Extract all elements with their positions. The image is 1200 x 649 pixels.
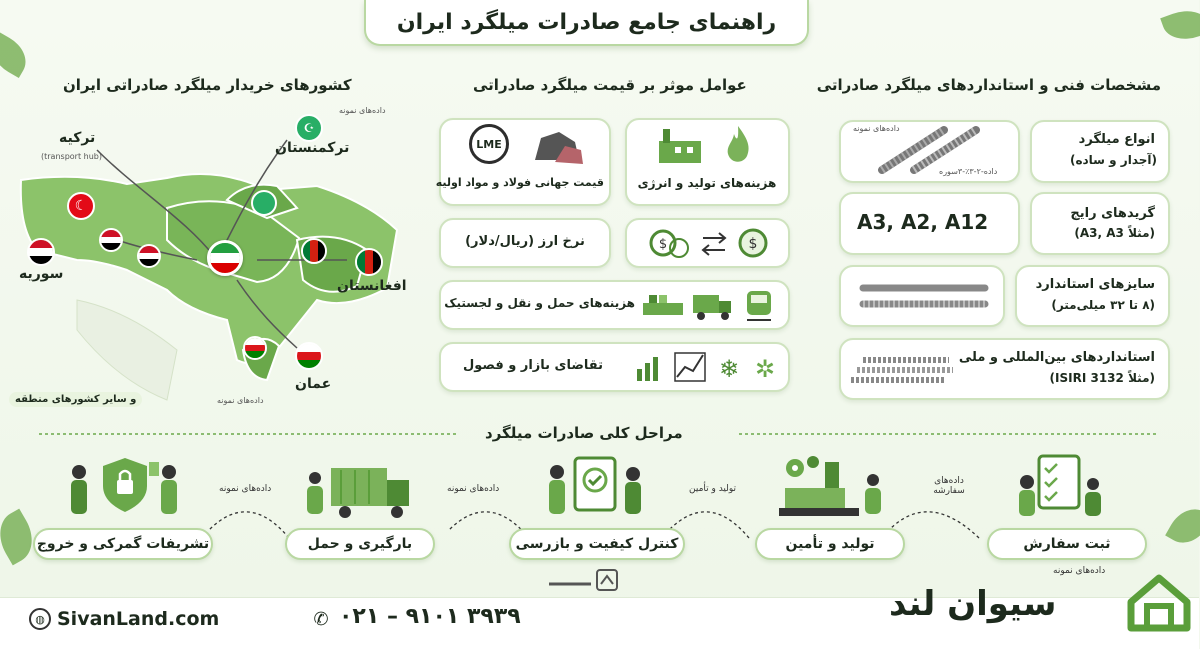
countries-sample-bottom: داده‌های نمونه xyxy=(218,396,265,405)
stage-note-order: داده‌های سفارشه xyxy=(934,476,966,496)
svg-text:❄: ❄ xyxy=(719,355,741,383)
country-afghanistan: افغانستان xyxy=(338,278,408,294)
factors-heading: عوامل موثر بر قیمت میلگرد صادراتی xyxy=(474,76,748,94)
svg-text:✲: ✲ xyxy=(755,355,777,383)
country-syria: سوریه xyxy=(20,266,65,282)
grades-title: گریدهای رایج xyxy=(1071,206,1156,221)
svg-text:$: $ xyxy=(749,236,759,252)
sizes-sub: (۸ تا ۳۲ میلی‌متر) xyxy=(1052,298,1156,312)
sivan-mini-logo-icon xyxy=(546,568,622,592)
countries-sample-top: داده‌های نمونه xyxy=(340,106,387,115)
standards-sub: (مثلاً ISIRI 3132) xyxy=(1050,371,1156,385)
loading-truck-icon xyxy=(302,452,422,528)
types-caption: داده-۲-۳٪-۳سوره xyxy=(940,167,999,176)
rebar-bundle-icon xyxy=(850,350,960,390)
steel-ore-icon xyxy=(530,126,586,166)
globe-icon: ◍ xyxy=(30,608,52,630)
sizes-label-card xyxy=(1016,265,1171,327)
country-turkmenistan: ترکمنستان xyxy=(276,140,351,156)
stage-note-loading: داده‌های نمونه xyxy=(220,484,273,494)
country-oman: عمان xyxy=(296,376,333,392)
stage-quality: کنترل کیفیت و بازرسی xyxy=(510,528,686,560)
grades-label-card xyxy=(1031,192,1171,255)
transport-icons xyxy=(640,287,780,323)
grades-values: A3, A2, A12 xyxy=(858,210,990,234)
quality-inspection-icon xyxy=(540,452,650,528)
afghanistan-flag-map-icon xyxy=(302,238,328,264)
order-checklist-icon xyxy=(1010,452,1110,528)
stage-order: ثبت سفارش xyxy=(988,528,1148,560)
production-machine-icon xyxy=(776,452,896,528)
types-note: داده‌های نمونه xyxy=(854,124,901,133)
iran-flag-icon xyxy=(208,240,244,276)
tech-heading: مشخصات فنی و استانداردهای میلگرد صادراتی xyxy=(817,76,1162,94)
types-sub: (آجدار و ساده) xyxy=(1070,153,1158,167)
stage-note-quality: داده‌های نمونه xyxy=(448,484,501,494)
oman-flag-icon xyxy=(296,342,324,370)
factor-fx: نرخ ارز (ریال/دلار) xyxy=(466,234,586,249)
plain-rebar-icon xyxy=(860,278,990,314)
footer-site[interactable]: SivanLand.com xyxy=(58,608,221,630)
customs-shield-icon xyxy=(62,452,192,528)
stage-loading: بارگیری و حمل xyxy=(286,528,436,560)
factor-demand: تقاضای بازار و فصول xyxy=(463,358,605,373)
sizes-title: سایزهای استاندارد xyxy=(1036,277,1156,292)
stage-note-production: تولید و تأمین xyxy=(690,484,738,494)
countries-heading: کشورهای خریدار میلگرد صادراتی ایران xyxy=(64,76,353,94)
factor-production: هزینه‌های تولید و انرژی xyxy=(638,176,778,190)
afghanistan-flag-icon xyxy=(356,248,384,276)
factor-transport: هزینه‌های حمل و نقل و لجستیک xyxy=(445,296,636,310)
lme-icon: LME xyxy=(470,124,510,164)
sivanland-house-logo-icon xyxy=(1128,572,1192,632)
brand-sample-note: داده‌های نمونه xyxy=(1054,566,1107,576)
page-title: راهنمای جامع صادرات میلگرد ایران xyxy=(365,0,810,46)
footer-brand: سیوان لند xyxy=(890,584,1058,624)
factor-global-card xyxy=(436,118,612,206)
phone-icon: ✆ xyxy=(314,608,330,630)
types-label-card xyxy=(1031,120,1171,183)
currency-exchange-icon xyxy=(646,226,774,260)
ribbed-rebar-icon xyxy=(875,124,985,176)
market-season-icons xyxy=(634,349,784,385)
turkey-flag-icon: ☾ xyxy=(68,192,96,220)
syria-flag-map-icon xyxy=(100,228,124,252)
countries-others: و سایر کشورهای منطقه xyxy=(10,392,143,407)
country-turkey: ترکیه xyxy=(60,130,97,146)
footer-phone[interactable]: ۰۲۱ – ۹۱۰۱ ۳۹۳۹ xyxy=(340,604,522,629)
factory-icon xyxy=(656,125,706,165)
factor-production-card xyxy=(626,118,791,206)
factor-global: قیمت جهانی فولاد و مواد اولیه xyxy=(436,176,605,189)
stage-customs: تشریفات گمرکی و خروج xyxy=(34,528,214,560)
stages-heading: مراحل کلی صادرات میلگرد xyxy=(486,424,684,442)
stage-production: تولید و تأمین xyxy=(756,528,906,560)
svg-text:$: $ xyxy=(659,237,669,252)
flame-icon xyxy=(722,124,756,164)
oman-flag-map-icon xyxy=(244,336,268,360)
grades-sub: (مثلاً A3, A3) xyxy=(1075,226,1156,240)
turkmenistan-flag-icon: ☪ xyxy=(296,114,324,142)
standards-title: استانداردهای بین‌المللی و ملی xyxy=(959,350,1156,365)
types-title: انواع میلگرد xyxy=(1079,132,1156,147)
syria-flag-icon xyxy=(28,238,56,266)
turkmenistan-flag-map-icon xyxy=(252,190,278,216)
country-turkey-sub: (transport hub) xyxy=(42,152,103,161)
iraq-flag-icon xyxy=(138,244,162,268)
